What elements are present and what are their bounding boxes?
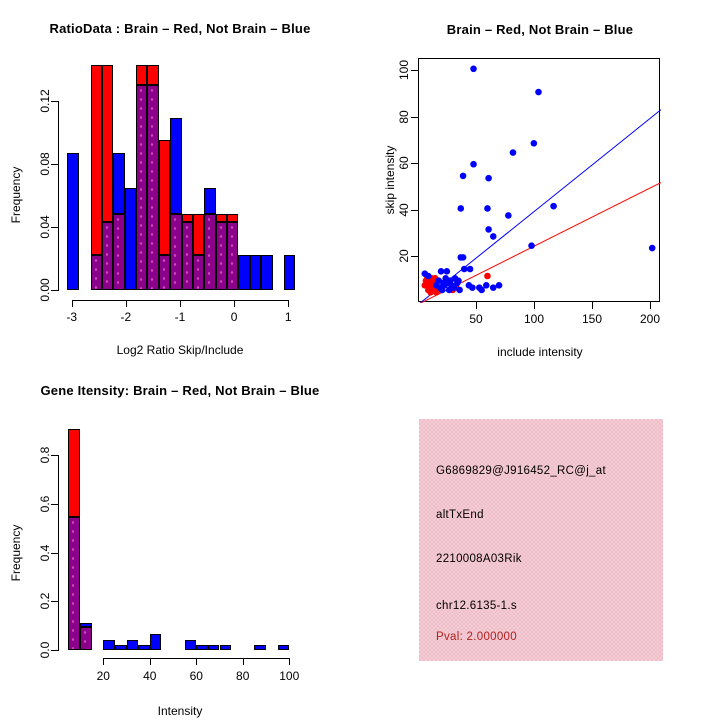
data-point-not-brain bbox=[439, 287, 446, 294]
x-axis-tick bbox=[476, 302, 477, 309]
gene-histogram-xlabel: Intensity bbox=[157, 704, 203, 718]
histogram-bar-blue-segment bbox=[115, 645, 127, 650]
y-axis-tick bbox=[411, 117, 418, 118]
y-tick-label: 0.12 bbox=[38, 89, 52, 113]
histogram-bar-overlap-segment bbox=[91, 255, 102, 290]
histogram-bar-blue-segment bbox=[278, 645, 290, 650]
histogram-bar-blue-segment bbox=[254, 645, 266, 650]
probe-id-text: G6869829@J916452_RC@j_at bbox=[436, 465, 606, 477]
y-tick-label: 80 bbox=[397, 109, 411, 124]
panel-ratio-histogram bbox=[0, 0, 360, 360]
y-tick-label: 40 bbox=[397, 203, 411, 217]
y-axis-tick bbox=[51, 504, 58, 505]
histogram-bar-blue-segment bbox=[220, 645, 232, 650]
gene-histogram-ylabel: Frequency bbox=[9, 524, 23, 582]
gene-info-box bbox=[419, 419, 663, 661]
data-point-not-brain bbox=[470, 65, 477, 72]
data-point-not-brain bbox=[510, 149, 517, 156]
histogram-bar-overlap-segment bbox=[227, 222, 238, 290]
y-axis-tick bbox=[51, 553, 58, 554]
scatter-points-layer bbox=[419, 59, 661, 303]
data-point-not-brain bbox=[422, 270, 429, 277]
data-point-not-brain bbox=[457, 254, 464, 261]
y-tick-label: 0.8 bbox=[38, 446, 52, 464]
histogram-bar-overlap-segment bbox=[159, 255, 170, 290]
y-axis-tick bbox=[51, 164, 58, 165]
x-tick-label: 1 bbox=[284, 310, 292, 324]
histogram-bar-blue-segment bbox=[250, 255, 261, 290]
histogram-bar-blue-segment bbox=[284, 255, 295, 290]
data-point-not-brain bbox=[454, 280, 461, 287]
y-axis-tick bbox=[411, 163, 418, 164]
histogram-bar-blue-segment bbox=[170, 118, 181, 214]
y-axis-line bbox=[58, 455, 59, 651]
x-tick-label: 20 bbox=[96, 669, 110, 683]
data-point-not-brain bbox=[442, 275, 449, 282]
histogram-bar-red-segment bbox=[102, 65, 113, 222]
histogram-bar-overlap-segment bbox=[182, 222, 193, 290]
x-tick-label: -1 bbox=[174, 310, 186, 324]
gene-histogram-title: Gene Itensity: Brain – Red, Not Brain – Blue bbox=[40, 383, 320, 398]
histogram-bar-blue-segment bbox=[113, 153, 124, 214]
data-point-not-brain bbox=[461, 266, 468, 273]
histogram-bar-red-segment bbox=[68, 429, 80, 518]
y-tick-label: 0.2 bbox=[38, 592, 52, 610]
y-tick-label: 0.08 bbox=[38, 152, 52, 176]
histogram-bar-overlap-segment bbox=[68, 517, 80, 650]
x-tick-label: 50 bbox=[469, 312, 483, 326]
x-axis-tick bbox=[103, 658, 104, 665]
data-point-brain bbox=[427, 289, 434, 296]
data-point-not-brain bbox=[438, 268, 445, 275]
event-type-text: altTxEnd bbox=[436, 509, 484, 521]
y-axis-line bbox=[58, 101, 59, 291]
data-point-not-brain bbox=[467, 266, 474, 273]
x-axis-tick bbox=[180, 300, 181, 307]
x-axis-tick bbox=[126, 300, 127, 307]
panel-gene-histogram bbox=[0, 360, 360, 720]
histogram-bar-blue-segment bbox=[261, 255, 272, 290]
histogram-bar-blue-segment bbox=[103, 640, 115, 650]
histogram-bar-blue-segment bbox=[238, 255, 249, 290]
histogram-bar-blue-segment bbox=[196, 645, 208, 650]
histogram-bar-red-segment bbox=[159, 140, 170, 255]
x-axis-tick bbox=[72, 300, 73, 307]
data-point-not-brain bbox=[649, 245, 656, 252]
histogram-bar-blue-segment bbox=[208, 645, 220, 650]
histogram-bar-red-segment bbox=[227, 214, 238, 222]
y-axis-tick bbox=[51, 455, 58, 456]
chromosome-text: chr12.6135-1.s bbox=[436, 600, 517, 612]
scatter-title: Brain – Red, Not Brain – Blue bbox=[446, 22, 634, 37]
x-tick-label: 150 bbox=[582, 312, 603, 326]
histogram-bar-blue-segment bbox=[127, 640, 139, 650]
data-point-not-brain bbox=[535, 89, 542, 96]
data-point-not-brain bbox=[460, 173, 467, 180]
x-tick-label: -2 bbox=[120, 310, 132, 324]
y-tick-label: 100 bbox=[397, 60, 411, 81]
histogram-bar-blue-segment bbox=[150, 634, 162, 650]
y-axis-tick bbox=[51, 290, 58, 291]
histogram-bar-red-segment bbox=[147, 65, 158, 85]
data-point-not-brain bbox=[483, 282, 490, 289]
data-point-not-brain bbox=[496, 282, 503, 289]
y-axis-tick bbox=[51, 227, 58, 228]
gene-name-text: 2210008A03Rik bbox=[436, 553, 522, 565]
regression-line-not-brain-fit bbox=[419, 110, 661, 303]
y-tick-label: 0.4 bbox=[38, 544, 52, 561]
histogram-bar-red-segment bbox=[182, 214, 193, 222]
histogram-bar-overlap-segment bbox=[216, 222, 227, 290]
histogram-bar-red-segment bbox=[193, 214, 204, 255]
data-point-not-brain bbox=[470, 161, 477, 168]
scatter-plot-box bbox=[418, 58, 660, 302]
x-tick-label: 40 bbox=[143, 669, 157, 683]
scatter-xlabel: include intensity bbox=[497, 345, 583, 359]
x-axis-tick bbox=[150, 658, 151, 665]
histogram-bar-overlap-segment bbox=[113, 214, 124, 290]
data-point-not-brain bbox=[476, 284, 483, 291]
histogram-bar-overlap-segment bbox=[193, 255, 204, 290]
x-tick-label: 100 bbox=[523, 312, 545, 326]
x-tick-label: 80 bbox=[236, 669, 250, 683]
histogram-bar-overlap-segment bbox=[102, 222, 113, 290]
histogram-bar-red-segment bbox=[136, 65, 147, 85]
histogram-bar-overlap-segment bbox=[147, 85, 158, 290]
panel-scatter bbox=[360, 0, 720, 360]
x-axis-tick bbox=[234, 300, 235, 307]
data-point-not-brain bbox=[484, 205, 491, 212]
x-tick-label: 100 bbox=[279, 669, 300, 683]
y-tick-label: 60 bbox=[397, 156, 411, 170]
data-point-not-brain bbox=[485, 226, 492, 233]
y-tick-label: 20 bbox=[397, 249, 411, 264]
ratio-histogram-xlabel: Log2 Ratio Skip/Include bbox=[116, 343, 244, 357]
y-axis-tick bbox=[51, 650, 58, 651]
histogram-bar-blue-segment bbox=[204, 188, 215, 215]
histogram-bar-overlap-segment bbox=[136, 85, 147, 290]
y-tick-label: 0.04 bbox=[38, 215, 52, 239]
scatter-ylabel: skip intensity bbox=[383, 145, 397, 215]
data-point-brain bbox=[484, 273, 491, 280]
x-axis-tick bbox=[289, 658, 290, 665]
histogram-bar-red-segment bbox=[91, 65, 102, 255]
histogram-bar-red-segment bbox=[216, 214, 227, 222]
data-point-not-brain bbox=[490, 233, 497, 240]
x-axis-tick bbox=[196, 658, 197, 665]
x-tick-label: 60 bbox=[189, 669, 203, 683]
histogram-bar-overlap-segment bbox=[170, 214, 181, 290]
data-point-not-brain bbox=[550, 203, 557, 210]
y-tick-label: 0.0 bbox=[38, 641, 52, 659]
y-axis-tick bbox=[411, 256, 418, 257]
data-point-not-brain bbox=[469, 284, 476, 291]
y-axis-tick bbox=[51, 601, 58, 602]
histogram-bar-blue-segment bbox=[67, 153, 78, 290]
x-axis-tick bbox=[650, 302, 651, 309]
histogram-bar-blue-segment bbox=[80, 623, 92, 626]
x-axis-tick bbox=[592, 302, 593, 309]
x-axis-tick bbox=[243, 658, 244, 665]
data-point-not-brain bbox=[457, 205, 464, 212]
y-axis-tick bbox=[411, 210, 418, 211]
data-point-not-brain bbox=[433, 282, 440, 289]
data-point-not-brain bbox=[505, 212, 512, 219]
x-axis-tick bbox=[534, 302, 535, 309]
x-tick-label: -3 bbox=[66, 310, 78, 324]
data-point-not-brain bbox=[531, 140, 538, 147]
y-axis-tick bbox=[51, 101, 58, 102]
x-tick-label: 200 bbox=[640, 312, 661, 326]
y-tick-label: 0.00 bbox=[38, 278, 52, 302]
data-point-not-brain bbox=[444, 268, 451, 275]
histogram-bar-blue-segment bbox=[125, 188, 136, 290]
y-axis-tick bbox=[411, 70, 418, 71]
data-point-not-brain bbox=[456, 287, 463, 294]
ratio-histogram-title: RatioData : Brain – Red, Not Brain – Blue bbox=[49, 21, 311, 36]
panel-gene-info bbox=[360, 360, 720, 720]
histogram-bar-blue-segment bbox=[185, 640, 197, 650]
data-point-not-brain bbox=[485, 175, 492, 182]
data-point-brain bbox=[422, 282, 429, 289]
data-point-not-brain bbox=[528, 242, 535, 249]
histogram-bar-blue-segment bbox=[138, 645, 150, 650]
y-tick-label: 0.6 bbox=[38, 495, 52, 513]
x-axis-tick bbox=[288, 300, 289, 307]
histogram-bar-overlap-segment bbox=[80, 627, 92, 650]
x-tick-label: 0 bbox=[230, 310, 238, 324]
histogram-bar-overlap-segment bbox=[204, 214, 215, 290]
ratio-histogram-ylabel: Frequency bbox=[9, 166, 23, 224]
pval-text: Pval: 2.000000 bbox=[436, 631, 517, 643]
data-point-not-brain bbox=[490, 284, 497, 291]
